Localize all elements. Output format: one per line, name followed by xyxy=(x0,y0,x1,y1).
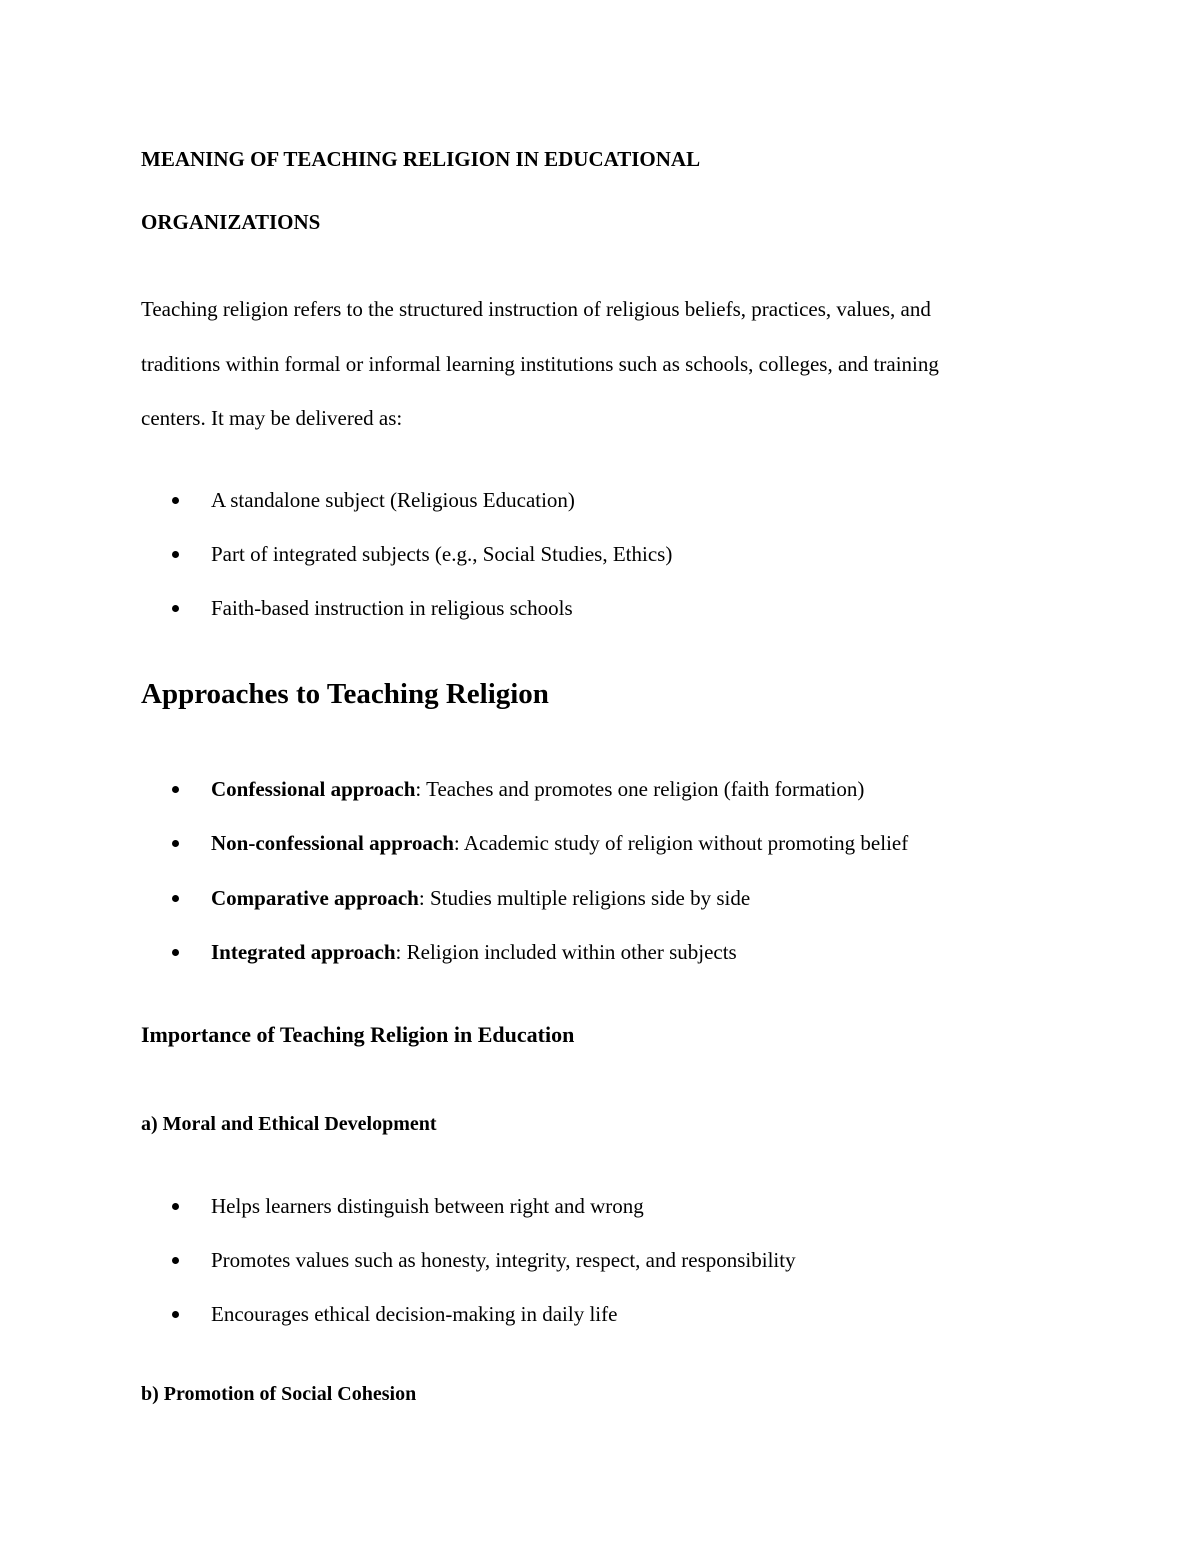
bullet-icon xyxy=(172,786,179,793)
bullet-icon xyxy=(172,895,179,902)
bullet-icon xyxy=(172,1257,179,1264)
approach-term: Confessional approach xyxy=(211,777,416,801)
bullet-icon xyxy=(172,949,179,956)
approach-description: : Religion included within other subjects xyxy=(395,940,737,964)
list-item-text: Part of integrated subjects (e.g., Social Studies, Ethics) xyxy=(211,542,673,566)
approach-description: : Studies multiple religions side by side xyxy=(418,886,751,910)
list-item-text: Faith-based instruction in religious schools xyxy=(211,596,573,620)
importance-heading: Importance of Teaching Religion in Education xyxy=(141,1022,575,1047)
approach-description: : Teaches and promotes one religion (faith formation) xyxy=(415,777,865,801)
list-item-text: Encourages ethical decision-making in daily life xyxy=(211,1302,618,1326)
bullet-icon xyxy=(172,840,179,847)
approaches-heading: Approaches to Teaching Religion xyxy=(141,678,549,710)
bullet-icon xyxy=(172,551,179,558)
bullet-icon xyxy=(172,1203,179,1210)
list-item-text xyxy=(211,831,908,855)
document-title-line-1: MEANING OF TEACHING RELIGION IN EDUCATIONAL xyxy=(141,147,701,171)
document-title-line-2: ORGANIZATIONS xyxy=(141,210,321,234)
bullet-icon xyxy=(172,605,179,612)
intro-paragraph-line-1: Teaching religion refers to the structured instruction of religious beliefs, practices, values, and xyxy=(141,297,931,321)
list-item-text: Helps learners distinguish between right and wrong xyxy=(211,1194,644,1218)
list-item-text xyxy=(211,777,864,801)
intro-paragraph-line-3: centers. It may be delivered as: xyxy=(141,406,403,430)
social-cohesion-heading: b) Promotion of Social Cohesion xyxy=(141,1383,417,1405)
moral-development-heading: a) Moral and Ethical Development xyxy=(141,1113,437,1135)
intro-paragraph-line-2: traditions within formal or informal learning institutions such as schools, colleges, and training xyxy=(141,352,939,376)
approach-term: Non-confessional approach xyxy=(211,831,454,855)
approach-term: Comparative approach xyxy=(211,886,419,910)
list-item-text: Promotes values such as honesty, integrity, respect, and responsibility xyxy=(211,1248,796,1272)
approach-term: Integrated approach xyxy=(211,940,396,964)
bullet-icon xyxy=(172,497,179,504)
list-item-text: A standalone subject (Religious Education) xyxy=(211,488,575,512)
list-item-text xyxy=(211,940,737,964)
list-item-text xyxy=(211,886,750,910)
approach-description: : Academic study of religion without promoting belief xyxy=(453,831,909,855)
bullet-icon xyxy=(172,1311,179,1318)
